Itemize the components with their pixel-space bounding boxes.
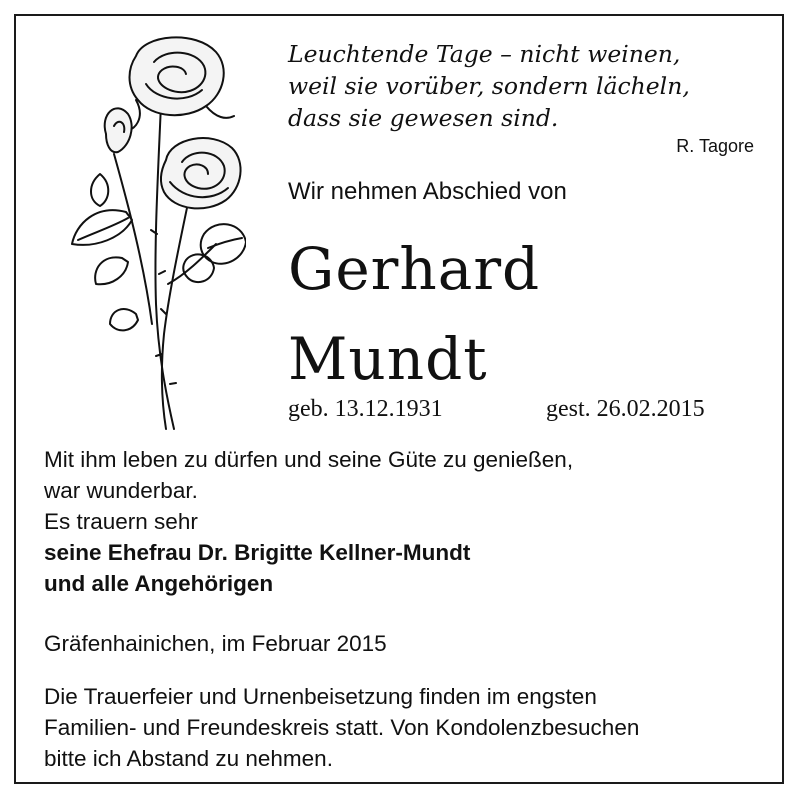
notice-line: Die Trauerfeier und Urnenbeisetzung finden im engsten xyxy=(44,684,597,709)
tribute-text xyxy=(44,444,774,599)
quote-line: dass sie gewesen sind. xyxy=(288,104,559,132)
rose-illustration-icon xyxy=(66,34,246,434)
quote-line: weil sie vorüber, sondern lächeln, xyxy=(288,72,690,100)
tribute-line: Mit ihm leben zu dürfen und seine Güte zu genießen, xyxy=(44,447,574,472)
mourners-line: und alle Angehörigen xyxy=(44,571,274,596)
obituary-frame xyxy=(14,14,784,784)
quote-block xyxy=(288,38,758,134)
tribute-line: war wunderbar. xyxy=(44,478,198,503)
deceased-last-name: Mundt xyxy=(288,325,488,393)
farewell-heading: Wir nehmen Abschied von xyxy=(288,178,567,205)
funeral-notice xyxy=(44,681,774,774)
deceased-first-name: Gerhard xyxy=(288,235,541,303)
birth-date: geb. 13.12.1931 xyxy=(288,396,443,422)
notice-line: bitte ich Abstand zu nehmen. xyxy=(44,746,333,771)
death-date: gest. 26.02.2015 xyxy=(546,396,705,422)
quote-line: Leuchtende Tage – nicht weinen, xyxy=(288,40,681,68)
notice-line: Familien- und Freundeskreis statt. Von Kondolenzbesuchen xyxy=(44,715,640,740)
quote-author: R. Tagore xyxy=(676,136,754,156)
place-date: Gräfenhainichen, im Februar 2015 xyxy=(44,631,387,656)
mourners-line: seine Ehefrau Dr. Brigitte Kellner-Mundt xyxy=(44,540,471,565)
tribute-line: Es trauern sehr xyxy=(44,509,198,534)
